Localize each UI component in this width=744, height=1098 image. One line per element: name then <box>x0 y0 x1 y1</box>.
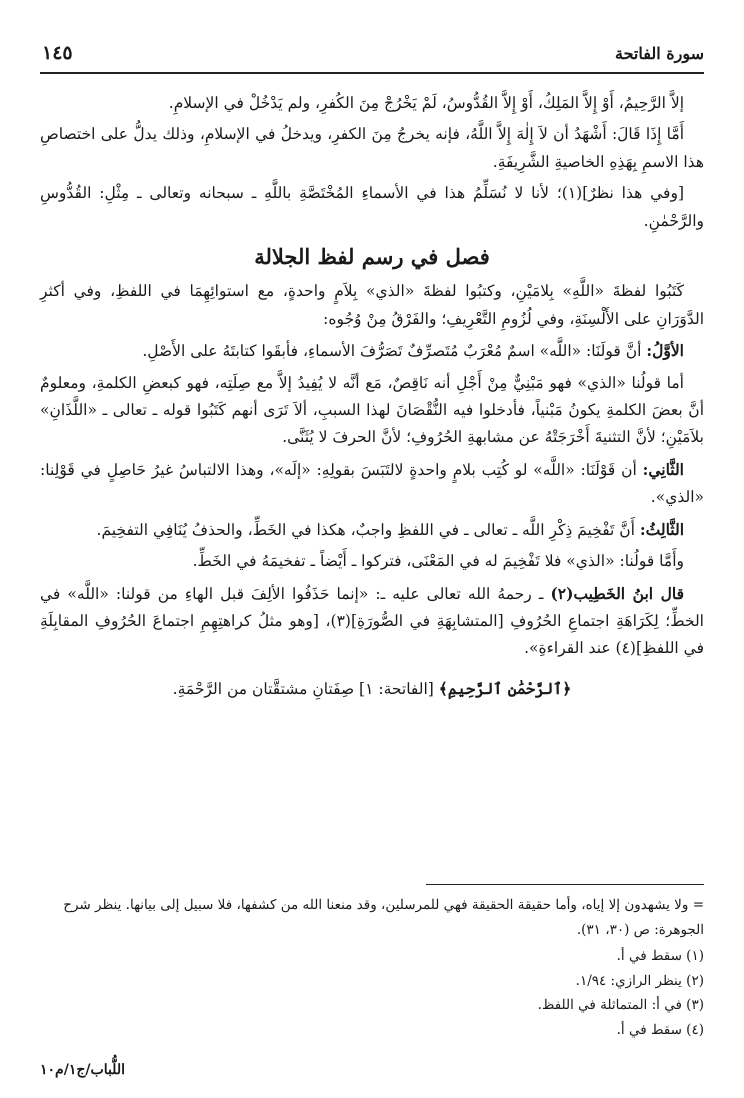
footnote-text: ولا يشهدون إلا إياه، وأما حقيقة الحقيقة فهي للمرسلين، وقد منعنا الله من كشفها، فلا سبيل إلى بيانها. ينظر شرح الجوهرة: ص (٣٠، ٣١). <box>63 897 704 938</box>
footnote-separator <box>426 884 704 885</box>
footnote: (٣) في أ: المتماثلة في اللفظ. <box>537 997 704 1013</box>
paragraph <box>40 337 704 365</box>
continuation-marker: = <box>692 897 704 913</box>
quranic-verse: ﴿ٱلرَّحْمَٰنِ ٱلرَّحِيمِ﴾ <box>438 678 572 698</box>
footnote: (١) سقط في أ. <box>616 948 704 964</box>
point-text: أن قَوْلَنَا: «اللَّه» لو كُتِب بلامٍ واحدةٍ لالتَبَسَ بقولِهِ: «إلَه»، وهذا الالتباسُ غيرُ حَاصِلٍ في قَوْلِنا: «الذي». <box>40 460 704 507</box>
paragraph: إلاَّ الرَّحِيمُ، أَوْ إِلاَّ المَلِكُ، أَوْ إِلاَّ القُدُّوسُ، لَمْ يَخْرُجْ مِنَ الكُفرِ، ولم يَدْخُلْ في الإسلامِ. <box>168 94 684 112</box>
paragraph: أما قولُنا «الذي» فهو مَبْنِيٌّ مِنْ أَجْلِ أنه نَاقِصٌ، مَع أنَّه لا يُفِيدُ إلاَّ مع صِلَتِه، فهو كبعضِ الكلمةِ، ومعلومٌ أنَّ بعضَ الكلمةِ يكونُ مَبْنياً، فأدخلوا فيه النُّقْصَانَ لهذا السببِ، ألاَ تَرَى أنهم كَتَبُوا قوله ـ تعالى ـ «اللَّذَانِ» بلاَمَيْنِ؛ لأنَّ التثنيةَ أَخْرَجَتْهُ عن مشابهةِ الحُرُوفِ؛ لأنَّ الحرفَ لا يُثَنَّى. <box>40 373 705 447</box>
paragraph: كَتَبُوا لفظةَ «اللَّهِ» بِلامَيْنِ، وكتبُوا لفظةَ «الذي» بِلاَمٍ واحدةٍ، مع استوائِهِمَا في اللفظِ، وفي أكثرِ الدَّوَرَانِ على الأَلْسِنَةِ، وفي لُزُومِ التَّعْرِيفِ؛ والفَرْقُ مِنْ وُجُوه: <box>40 282 704 328</box>
paragraph: [وفي هذا نظرٌ](١)؛ لأنا لا نُسَلِّمُ هذا في الأسماءِ المُخْتَصَّةِ باللَّهِ ـ سبحانه وتعالى ـ مِثْلِ: القُدُّوسِ والرَّحْمٰنِ. <box>40 184 704 230</box>
point-label: الثَّالِثُ: <box>639 519 684 539</box>
printer-signature: اللُّباب/ج١/م١٠ <box>40 1062 125 1078</box>
point-label: الثَّانِي: <box>642 459 684 479</box>
point-label: الأوَّلُ: <box>646 341 684 361</box>
point-text: أَنَّ تَفْخِيمَ ذِكْرِ اللَّه ـ تعالى ـ في اللفظِ واجبٌ، هكذا في الخَطِّ، والحذفُ يُنَافِي التفخِيمَ. <box>96 520 635 539</box>
paragraph <box>40 580 704 663</box>
paragraph <box>40 516 704 544</box>
section-heading: فصل في رسم لفظ الجلالة <box>254 244 490 270</box>
paragraph <box>40 456 704 512</box>
paragraph: أَمَّا إِذَا قَالَ: أَشْهَدُ أن لاَ إِلٰهَ إِلاَّ اللَّهُ، فإنه يخرجُ مِنَ الكفرِ، ويدخلُ في الإسلامِ، وذلك يدلُّ على اختصاصِ هذا الاسمِ بِهَذِهِ الخاصيةِ الشَّرِيفَةِ. <box>40 125 704 171</box>
footnote: (٢) ينظر الرازي: ١/٩٤. <box>575 972 704 989</box>
footnote-continuation <box>40 893 704 942</box>
footnote: (٤) سقط في أ. <box>616 1021 704 1038</box>
point-text: أنَّ قولَنَا: «اللَّه» اسمٌ مُعْرَبٌ مُتَصرِّفٌ تَصَرُّفَ الأسماءِ، فأبقَوا كتابتَهُ على الأَصْلِ. <box>142 342 642 361</box>
paragraph: وأَمَّا قولُنا: «الذي» فلا تَفْخِيمَ له في المَعْنَى، فتركوا ـ أَيْضاً ـ تفخيمَهُ في الخَطِّ. <box>192 552 684 571</box>
footnotes <box>40 893 704 1042</box>
paragraph <box>40 675 704 703</box>
quote-text: ـ رحمهُ الله تعالى عليه ـ: «إنما حَذَفُوا الألِفَ قبل الهاءِ من قولنا: «اللَّه» في الخطِّ؛ لِكَرَاهَةِ اجتماعِ الحُرُوفِ [المتشابِهَةِ في الصُّورَةِ](٣)، [وهو مثلُ كراهتِهِمِ اجتماعَ الحُرُوفِ المقابِلَةِ في اللفظِ](٤) عند القراءةِ». <box>40 584 704 658</box>
verse-commentary: [الفاتحة: ١] صِفَتانِ مشتقَّتان من الرَّحْمَةِ. <box>172 679 434 698</box>
page-header <box>40 38 704 74</box>
page-number: ١٤٥ <box>42 42 73 64</box>
main-text <box>40 90 704 707</box>
quote-attribution: قال ابنُ الخَطِيب(٢) <box>550 583 684 603</box>
running-title: سورة الفاتحة <box>615 44 704 63</box>
